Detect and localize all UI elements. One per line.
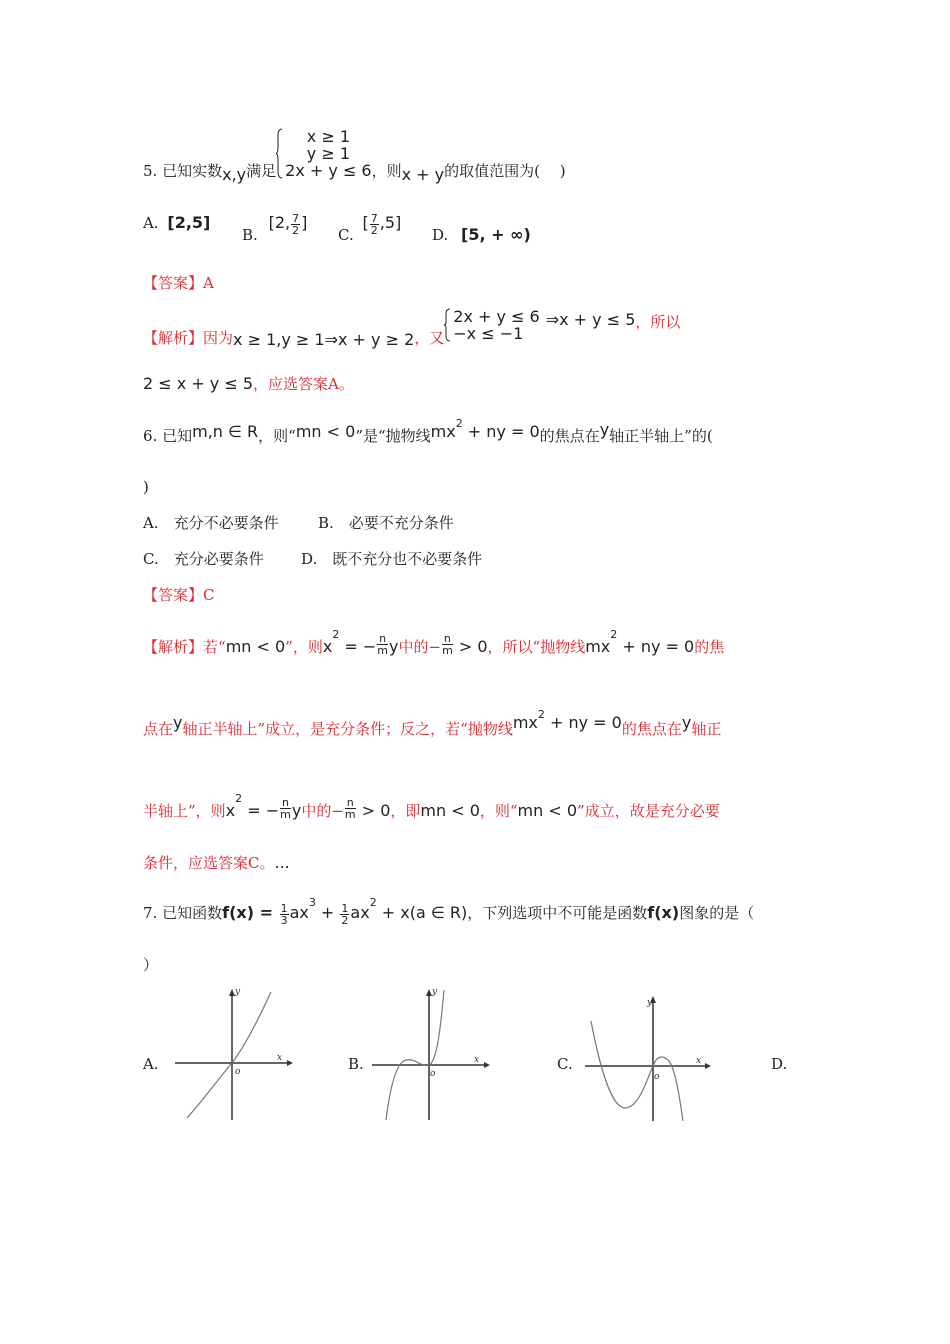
- fraction: $\frac{n}{m}$: [442, 631, 453, 657]
- q5-option-d: D. [5, + ∞): [432, 225, 531, 244]
- q7-label-c: C.: [557, 1055, 573, 1073]
- fraction: $\frac{n}{m}$: [377, 631, 389, 657]
- q5-option-b: B. [2, $\frac{7}{2}$ ]: [242, 211, 308, 244]
- graph-b: [372, 986, 492, 1124]
- x-axis-label: x: [277, 1053, 283, 1063]
- q5-analysis-system: 2x + y ≤ 6 −x ≤ −1: [444, 308, 539, 342]
- q6-analysis-line2: 点在y轴正半轴上”成立，是充分条件；反之，若“抛物线$mx^2$ + ny = 0的焦点在y轴正: [143, 708, 722, 738]
- q5-option-a: A. [2,5]: [143, 213, 211, 232]
- q6-option-a: A. 充分不必要条件: [143, 514, 279, 532]
- q6-analysis-line1: 【解析】若“mn < 0”，则$x^2$ = − $\frac{n}{m}$ y中的− $\frac{n}{m}$ > 0，所以“抛物线$mx^2$ + ny = 0的焦: [143, 628, 725, 657]
- q7-label-b: B.: [348, 1055, 364, 1073]
- origin-label: o: [430, 1069, 436, 1079]
- y-axis-label: y: [432, 987, 438, 997]
- q6-num: 6.: [143, 427, 158, 445]
- q5-num: 5.: [143, 161, 158, 180]
- q7-label-d: D.: [771, 1055, 788, 1073]
- q6-option-b: B. 必要不充分条件: [318, 514, 454, 532]
- q7-num: 7.: [143, 904, 158, 922]
- x-axis-label: x: [474, 1055, 480, 1065]
- q5-constraint-system: x ≥ 1 y ≥ 1 2x + y ≤ 6: [276, 128, 371, 179]
- q6-analysis-line4: 条件，应选答案C。...: [143, 853, 290, 872]
- x-axis-arrow-icon: [287, 1060, 293, 1066]
- q7-stem-cont: ）: [143, 956, 159, 974]
- x-axis-label: x: [696, 1056, 702, 1066]
- fraction: $\frac{n}{m}$: [344, 795, 356, 821]
- q6-answer: 【答案】C: [143, 586, 215, 604]
- left-brace-icon: [276, 128, 283, 179]
- origin-label: o: [235, 1067, 241, 1077]
- q5-analysis-line2: 2 ≤ x + y ≤ 5，应选答案A。: [143, 374, 354, 393]
- curve: [187, 992, 271, 1118]
- y-axis-label: y: [647, 998, 653, 1008]
- x-axis-arrow-icon: [484, 1062, 490, 1068]
- graph-c: [583, 993, 715, 1123]
- x-axis-arrow-icon: [705, 1063, 711, 1069]
- q6-stem: 6. 已知m,n ∈ R，则“mn < 0”是“抛物线$mx^2$ + ny = 0的焦点在y轴正半轴上”的(: [143, 417, 713, 445]
- q6-stem-cont: ): [143, 478, 149, 496]
- q6-option-d: D. 既不充分也不必要条件: [301, 550, 483, 568]
- q5-analysis-line1: 【解析】因为x ≥ 1,y ≥ 1⇒x + y ≥ 2，又 2x + y ≤ 6 −x ≤ −1 ⇒x + y ≤ 5，所以: [143, 307, 681, 349]
- fraction: $\frac{7}{2}$: [370, 211, 378, 237]
- q6-option-c: C. 充分必要条件: [143, 550, 264, 568]
- q7-stem: 7. 已知函数f(x) = $\frac{1}{3}$ $ax^3$ + $\frac{1}{2}$ $ax^2 + x(a$ ∈ R)，下列选项中不可能是函数f(x)图象的是（: [143, 896, 755, 927]
- q5-option-c: C. [ $\frac{7}{2}$ ,5]: [338, 211, 402, 244]
- curve: [591, 1021, 683, 1121]
- fraction: $\frac{1}{3}$: [280, 901, 288, 927]
- left-brace-icon: [444, 308, 451, 342]
- q6-analysis-line3: 半轴上”，则$x^2$ = − $\frac{n}{m}$ y中的− $\frac{n}{m}$ > 0，即mn < 0，则“mn < 0”成立，故是充分必要: [143, 792, 720, 821]
- fraction: $\frac{n}{m}$: [280, 795, 291, 821]
- y-axis-label: y: [235, 987, 241, 997]
- fraction: $\frac{1}{2}$: [341, 901, 349, 927]
- q5-stem: 5. 已知实数x,y满足 x ≥ 1 y ≥ 1 2x + y ≤ 6 ，则x + y的取值范围为( ): [143, 127, 566, 184]
- q5-answer: 【答案】A: [143, 274, 214, 292]
- curve: [386, 990, 444, 1120]
- graph-a: [175, 986, 295, 1124]
- origin-label: o: [654, 1072, 660, 1082]
- fraction: $\frac{7}{2}$: [292, 211, 300, 237]
- q7-label-a: A.: [143, 1055, 159, 1073]
